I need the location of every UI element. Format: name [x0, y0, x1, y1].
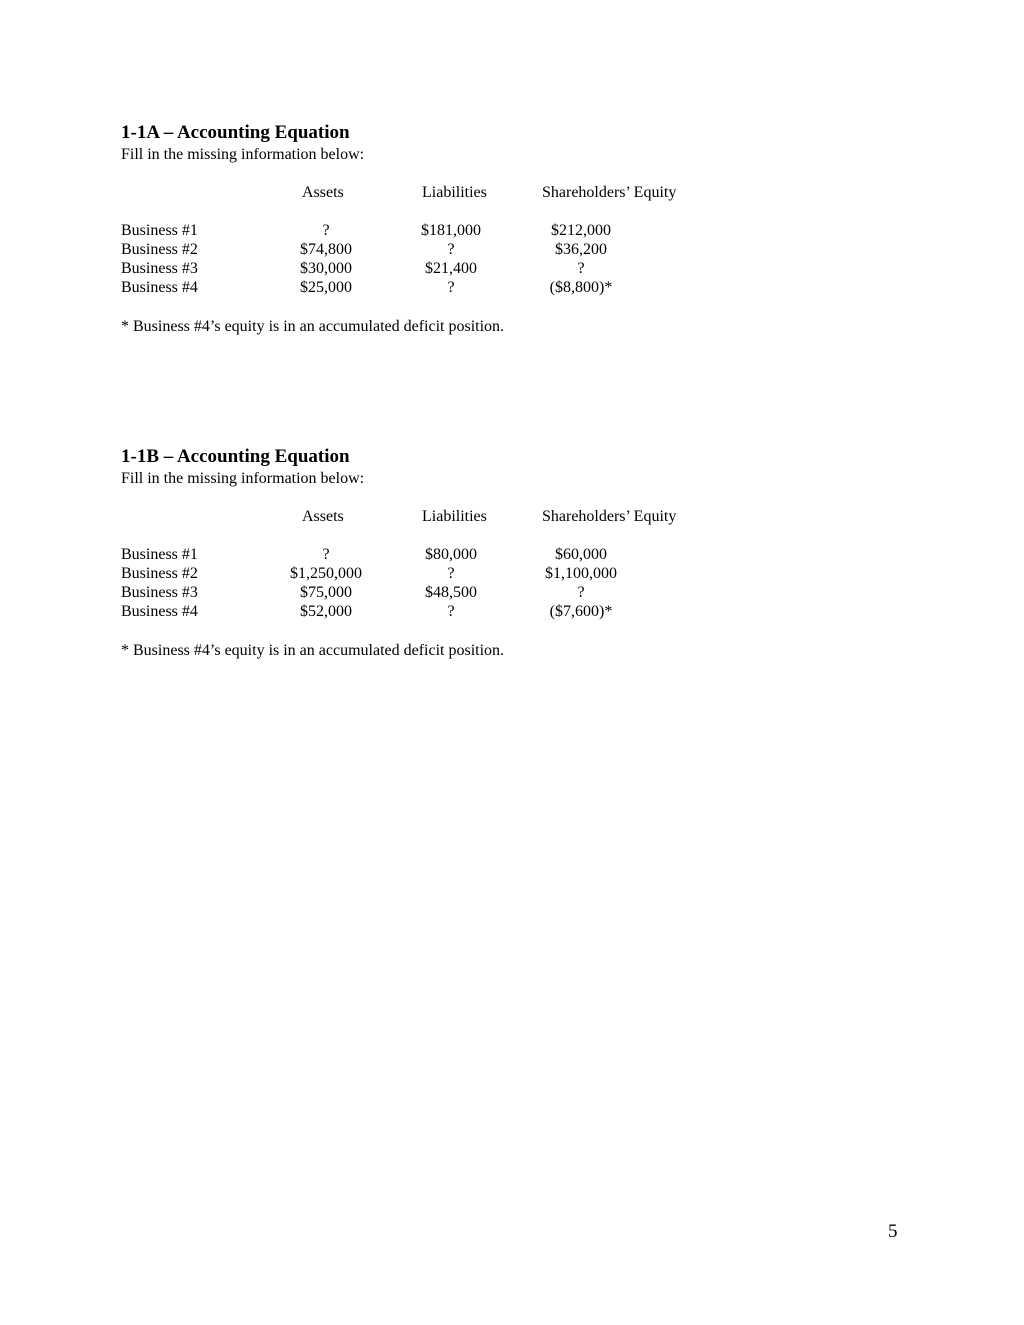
business-name: Business #2 — [121, 241, 198, 258]
equity-value: ($8,800)* — [549, 279, 613, 296]
business-name: Business #4 — [121, 279, 198, 296]
equity-value: ? — [577, 260, 585, 277]
section-title: 1-1A – Accounting Equation — [121, 122, 350, 143]
liabilities-value: ? — [447, 279, 455, 296]
liabilities-value: ? — [447, 603, 455, 620]
section-instruction: Fill in the missing information below: — [121, 146, 365, 163]
equity-value: ? — [577, 584, 585, 601]
table-row — [121, 564, 821, 583]
footnote: * Business #4’s equity is in an accumulated deficit position. — [121, 642, 505, 659]
liabilities-value: ? — [447, 241, 455, 258]
business-name: Business #4 — [121, 603, 198, 620]
page-number: 5 — [888, 1221, 898, 1242]
section-title: 1-1B – Accounting Equation — [121, 446, 350, 467]
table-row — [121, 259, 821, 278]
equity-value: $1,100,000 — [545, 565, 617, 582]
table-row — [121, 240, 821, 259]
table-row — [121, 602, 821, 621]
business-name: Business #3 — [121, 260, 198, 277]
assets-value: $30,000 — [300, 260, 352, 277]
liabilities-value: $48,500 — [425, 584, 477, 601]
liabilities-value: ? — [447, 565, 455, 582]
business-name: Business #1 — [121, 546, 198, 563]
assets-value: $52,000 — [300, 603, 352, 620]
column-header-assets: Assets — [302, 508, 344, 525]
column-header-equity: Shareholders’ Equity — [542, 508, 677, 525]
table-row — [121, 278, 821, 297]
business-name: Business #3 — [121, 584, 198, 601]
assets-value: ? — [322, 222, 330, 239]
section-instruction: Fill in the missing information below: — [121, 470, 365, 487]
table-row — [121, 583, 821, 602]
column-header-assets: Assets — [302, 184, 344, 201]
equity-value: $60,000 — [555, 546, 607, 563]
equity-value: $36,200 — [555, 241, 607, 258]
assets-value: $75,000 — [300, 584, 352, 601]
column-header-liabilities: Liabilities — [422, 184, 487, 201]
liabilities-value: $80,000 — [425, 546, 477, 563]
assets-value: $74,800 — [300, 241, 352, 258]
business-name: Business #1 — [121, 222, 198, 239]
column-header-equity: Shareholders’ Equity — [542, 184, 677, 201]
table-row — [121, 545, 821, 564]
liabilities-value: $21,400 — [425, 260, 477, 277]
footnote: * Business #4’s equity is in an accumulated deficit position. — [121, 318, 505, 335]
assets-value: ? — [322, 546, 330, 563]
column-header-liabilities: Liabilities — [422, 508, 487, 525]
table-row — [121, 221, 821, 240]
business-name: Business #2 — [121, 565, 198, 582]
equity-value: $212,000 — [551, 222, 611, 239]
liabilities-value: $181,000 — [421, 222, 481, 239]
equity-value: ($7,600)* — [549, 603, 613, 620]
assets-value: $25,000 — [300, 279, 352, 296]
assets-value: $1,250,000 — [290, 565, 362, 582]
